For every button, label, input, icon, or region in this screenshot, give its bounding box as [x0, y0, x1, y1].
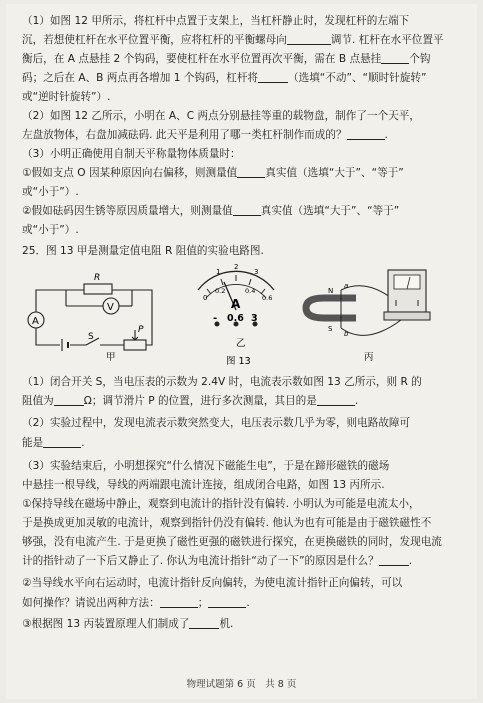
wire-end-a: a [344, 282, 349, 290]
q24-part2-text-a: 左盘放物体，右盘加减砝码. 此天平是利用了哪一类杠杆制作而成的？ [22, 129, 347, 141]
q25-part2-text-a: 能是 [22, 437, 44, 449]
q25-part1-text-c: . [354, 395, 359, 407]
dial-scale-3: 3 [254, 268, 259, 276]
answer-blank[interactable] [208, 596, 246, 608]
q24-part1-text-f: （选填“不动”、“顺时针旋转” [288, 72, 427, 84]
q24-part3-line: （3）小明正确使用自制天平称量物体质量时： [22, 148, 241, 160]
q24-part1-line5: 或“逆时针旋转”）. [22, 91, 111, 103]
wire-end-b: b [344, 330, 349, 338]
q25-part3-item1-text-b: . [408, 555, 413, 567]
caption-yi: 乙 [236, 338, 246, 349]
answer-blank[interactable] [287, 33, 331, 45]
q25-part3-item1-text-a: 计的指针动了一下后又静止了. 你认为电流计指针“动了一下”的原因是什么？ [22, 555, 379, 567]
exam-page [6, 4, 477, 699]
q25-part3-item2-text-a: 如何操作？请说出两种方法： [22, 597, 160, 609]
dial-scale-04: 0.4 [245, 287, 256, 295]
q25-part3-item3-text-a: ③根据图 13 丙装置原理人们制成了 [22, 618, 190, 630]
answer-blank[interactable] [258, 71, 288, 83]
q25-part1-text-b: Ω；调节滑片 P 的位置，进行多次测量，其目的是 [83, 395, 317, 407]
answer-blank[interactable] [347, 128, 385, 140]
q24-part3-item1-line1 [22, 164, 462, 183]
q24-part1-text-d: 个钩 [409, 53, 431, 65]
q24-part1-line1: （1）如图 12 甲所示，将杠杆中点置于支架上，当杠杆静止时，发现杠杆的左端下 [22, 15, 410, 27]
q24-part1-text-b: 调节. 杠杆在水平位置平 [330, 34, 444, 46]
answer-blank[interactable] [233, 204, 261, 216]
q25-part1-line1: （1）闭合开关 S，当电压表的示数为 2.4V 时，电流表示数如图 13 乙所示，则 R 的 [22, 376, 422, 388]
caption-jia: 甲 [106, 352, 116, 363]
caption-bing: 丙 [364, 352, 374, 363]
page-footer: 物理试题第 6 页 共 8 页 [186, 679, 297, 690]
q25-part3-line1: （3）实验结束后，小明想探究“什么情况下磁能生电”，于是在蹄形磁铁的磁场 [22, 460, 390, 472]
q24-part2-line1: （2）如图 12 乙所示，小明在 A、C 两点分别悬挂等重的载物盘，制作了一个天平， [22, 110, 420, 122]
q25-part2-line2 [22, 434, 462, 453]
q25-part3-item2-line1: ②当导线水平向右运动时，电流计指针反向偏转，为使电流计指针正向偏转，可以 [22, 577, 403, 589]
resistor-label: R [94, 273, 101, 283]
figure-caption: 图 13 [226, 356, 251, 367]
q24-part3-item2-line1 [22, 202, 462, 221]
q25-part2-text-b: . [81, 437, 85, 449]
terminal-3: 3 [251, 313, 258, 324]
dial-letter: A [231, 297, 241, 311]
dial-scale-2: 2 [234, 263, 239, 271]
q25-part3-item2-line2 [22, 594, 462, 613]
q24-part3-item2-line2: 或“小于”）. [22, 224, 79, 236]
q24-part1-text-a: 沉，若想使杠杆在水平位置平衡，应将杠杆的平衡螺母向 [22, 34, 287, 46]
q24-part3-item1-text-a: ①假如支点 O 因某种原因向右偏移，则测量值 [22, 167, 238, 179]
q24-part1-text-e: 码；之后在 A、B 两点再各增加 1 个钩码，杠杆将 [22, 72, 259, 84]
q25-part3-item1-line2: 于是换成更加灵敏的电流计，观察到指针仍没有偏转. 他认为也有可能是由于磁铁磁性不 [22, 517, 432, 529]
dial-scale-02: 0.2 [215, 287, 226, 295]
answer-blank[interactable] [54, 394, 84, 406]
dial-scale-0: 0 [203, 294, 208, 302]
q24-part1-text-c: 衡后，在 A 点悬挂 2 个钩码，要使杠杆在水平位置再次平衡，需在 B 点悬挂 [22, 53, 382, 65]
q25-part1-text-a: 阻值为 [22, 395, 54, 407]
q25-part3-item1-line4 [22, 552, 462, 571]
q24-part3-item1-line2: 或“小于”）. [22, 186, 79, 198]
dial-scale-1: 1 [216, 268, 221, 276]
figure-13 [6, 260, 477, 368]
voltmeter-label: V [107, 302, 114, 313]
q25-part3-item2-text-b: ； [197, 597, 209, 609]
q25-title: 25．图 13 甲是测量定值电阻 R 阻值的实验电路图. [22, 245, 264, 257]
answer-blank[interactable] [160, 596, 198, 608]
q25-part2-line1: （2）实验过程中，发现电流表示数突然变大，电压表示数几乎为零，则电路故障可 [22, 417, 411, 429]
q25-part3-item1-line3: 够强，没有电流产生. 于是更换了磁性更强的磁铁进行探究，在更换磁铁的同时，发现电流 [22, 536, 442, 548]
terminal-06: 0.6 [227, 313, 244, 324]
magnet-n-pole: N [328, 287, 334, 295]
answer-blank[interactable] [43, 436, 81, 448]
switch-label: S [88, 332, 94, 342]
ammeter-label: A [32, 316, 39, 327]
q24-part3-item2-text-a: ②假如砝码因生锈等原因质量增大，则测量值 [22, 205, 233, 217]
q25-part1-line2 [22, 392, 462, 411]
q24-part2-text-b: . [384, 129, 388, 141]
answer-blank[interactable] [381, 52, 409, 64]
q25-part3-item1-line1: ①保持导线在磁场中静止，观察到电流计的指针没有偏转. 小明认为可能是电流太小， [22, 498, 420, 510]
answer-blank[interactable] [379, 554, 409, 566]
terminal-minus: - [213, 313, 218, 324]
q24-part2-line2 [22, 126, 462, 145]
q24-part1-line2 [22, 31, 462, 50]
answer-blank[interactable] [317, 394, 355, 406]
q25-part3-item3-text-b: 机. [219, 618, 234, 630]
q24-part1-line4 [22, 69, 462, 88]
magnet-s-pole: S [328, 325, 333, 333]
q25-part3-item3-line [22, 615, 462, 634]
magnet-apparatus-bing [306, 270, 430, 335]
q24-part1-line3 [22, 50, 462, 69]
dial-scale-06: 0.6 [262, 294, 273, 302]
slider-label: P [138, 325, 144, 335]
q25-part3-item2-text-c: . [246, 597, 250, 609]
answer-blank[interactable] [237, 166, 265, 178]
q24-part3-item2-text-b: 真实值（选填“大于”、“等于” [260, 205, 400, 217]
q25-part3-line2: 中悬挂一根导线，导线的两端跟电流计连接，组成闭合电路，如图 13 丙所示. [22, 479, 385, 491]
q24-part3-item1-text-b: 真实值（选填“大于”、“等于” [265, 167, 404, 179]
answer-blank[interactable] [189, 617, 219, 629]
